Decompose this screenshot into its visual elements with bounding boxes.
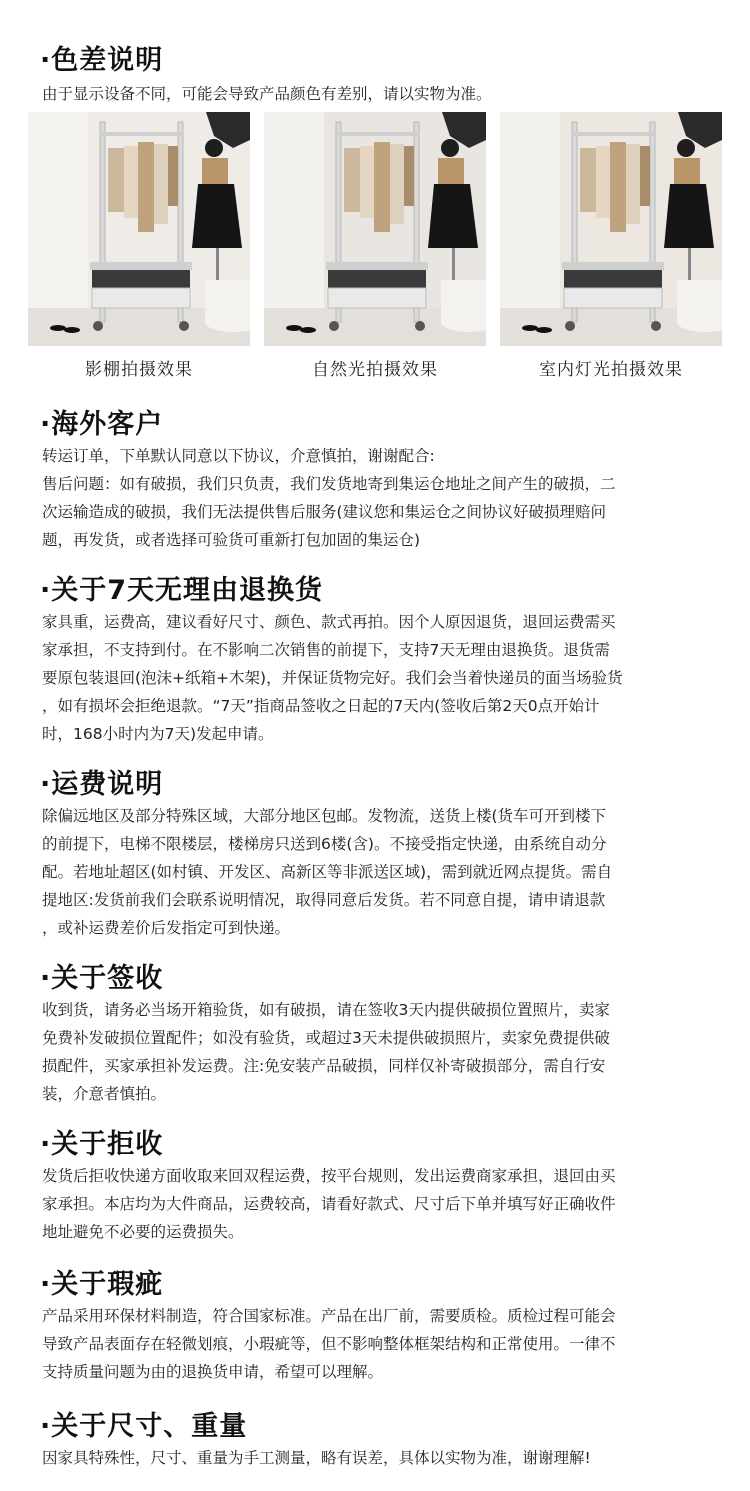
text-line: ，如有损坏会拒绝退款。“7天”指商品签收之日起的7天内(签收后第2天0点开始计 [42,697,600,715]
lighting-comparison-photos [28,112,722,390]
section-title-color-difference: ·色差说明 [40,45,164,76]
section-title-rejection: ·关于拒收 [40,1129,164,1160]
text-line: 产品采用环保材料制造，符合国家标准。产品在出厂前，需要质检。质检过程可能会 [42,1307,616,1325]
section-title-defects: ·关于瑕疵 [40,1269,164,1300]
text-line: 发货后拒收快递方面收取来回双程运费，按平台规则，发出运费商家承担，退回由买 [42,1167,616,1185]
product-photo-indoor-light [500,112,722,346]
text-line: 由于显示设备不同，可能会导致产品颜色有差别，请以实物为准。 [42,85,492,103]
text-line: 要原包装退回(泡沫+纸箱+木架)，并保证货物完好。我们会当着快递员的面当场验货 [42,669,623,687]
section-title-shipping: ·运费说明 [40,769,164,800]
product-photo-studio [28,112,250,346]
text-line: ，或补运费差价后发指定可到快递。 [42,919,291,937]
text-line: 次运输造成的破损，我们无法提供售后服务(建议您和集运仓之间协议好破损理赔问 [42,503,607,521]
text-line: 题，再发货，或者选择可验货可重新打包加固的集运仓) [42,531,421,549]
photo-card-indoor-light [500,112,722,380]
section-title-7-day-return: ·关于7天无理由退换货 [40,575,324,606]
overseas-customers-text [42,442,710,554]
text-line: 时，168小时内为7天)发起申请。 [42,725,274,743]
rejection-text [42,1162,710,1246]
text-line: 家具重，运费高，建议看好尺寸、颜色、款式再拍。因个人原因退货，退回运费需买 [42,613,616,631]
text-line: 家承担，不支持到付。在不影响二次销售的前提下，支持7天无理由退换货。退货需 [42,641,610,659]
photo-card-natural-light [264,112,486,380]
text-line: 装，介意者慎拍。 [42,1085,167,1103]
text-line: 提地区:发货前我们会联系说明情况，取得同意后发货。若不同意自提，请申请退款 [42,891,606,909]
photo-caption: 室内灯光拍摄效果 [539,360,683,380]
text-line: 收到货，请务必当场开箱验货，如有破损，请在签收3天内提供破损位置照片，卖家 [42,1001,610,1019]
return-policy-text [42,608,710,748]
size-weight-text [42,1444,710,1472]
photo-caption: 影棚拍摄效果 [85,360,193,380]
text-line: 家承担。本店均为大件商品，运费较高，请看好款式、尺寸后下单并填写好正确收件 [42,1195,616,1213]
photo-card-studio [28,112,250,380]
text-line: 免费补发破损位置配件；如没有验货，或超过3天未提供破损照片，卖家免费提供破 [42,1029,610,1047]
defects-text [42,1302,710,1386]
text-line: 因家具特殊性，尺寸、重量为手工测量，略有误差，具体以实物为准，谢谢理解! [42,1449,591,1467]
text-line: 导致产品表面存在轻微划痕，小瑕疵等，但不影响整体框架结构和正常使用。一律不 [42,1335,616,1353]
text-line: 地址避免不必要的运费损失。 [42,1223,244,1241]
section-title-overseas-customers: ·海外客户 [40,409,164,440]
color-difference-text [42,80,710,108]
text-line: 售后问题：如有破损，我们只负责，我们发货地寄到集运仓地址之间产生的破损，二 [42,475,616,493]
text-line: 支持质量问题为由的退换货申请，希望可以理解。 [42,1363,384,1381]
section-title-size-weight: ·关于尺寸、重量 [40,1411,248,1442]
photo-caption: 自然光拍摄效果 [312,360,438,380]
text-line: 转运订单，下单默认同意以下协议，介意慎拍，谢谢配合: [42,447,435,465]
text-line: 除偏远地区及部分特殊区域，大部分地区包邮。发物流，送货上楼(货车可开到楼下 [42,807,607,825]
text-line: 的前提下，电梯不限楼层，楼梯房只送到6楼(含)。不接受指定快递，由系统自动分 [42,835,607,853]
text-line: 配。若地址超区(如村镇、开发区、高新区等非派送区域)，需到就近网点提货。需自 [42,863,613,881]
receipt-text [42,996,710,1108]
product-photo-natural-light [264,112,486,346]
shipping-text [42,802,710,942]
text-line: 损配件，买家承担补发运费。注:免安装产品破损，同样仅补寄破损部分，需自行安 [42,1057,606,1075]
section-title-receipt: ·关于签收 [40,963,164,994]
